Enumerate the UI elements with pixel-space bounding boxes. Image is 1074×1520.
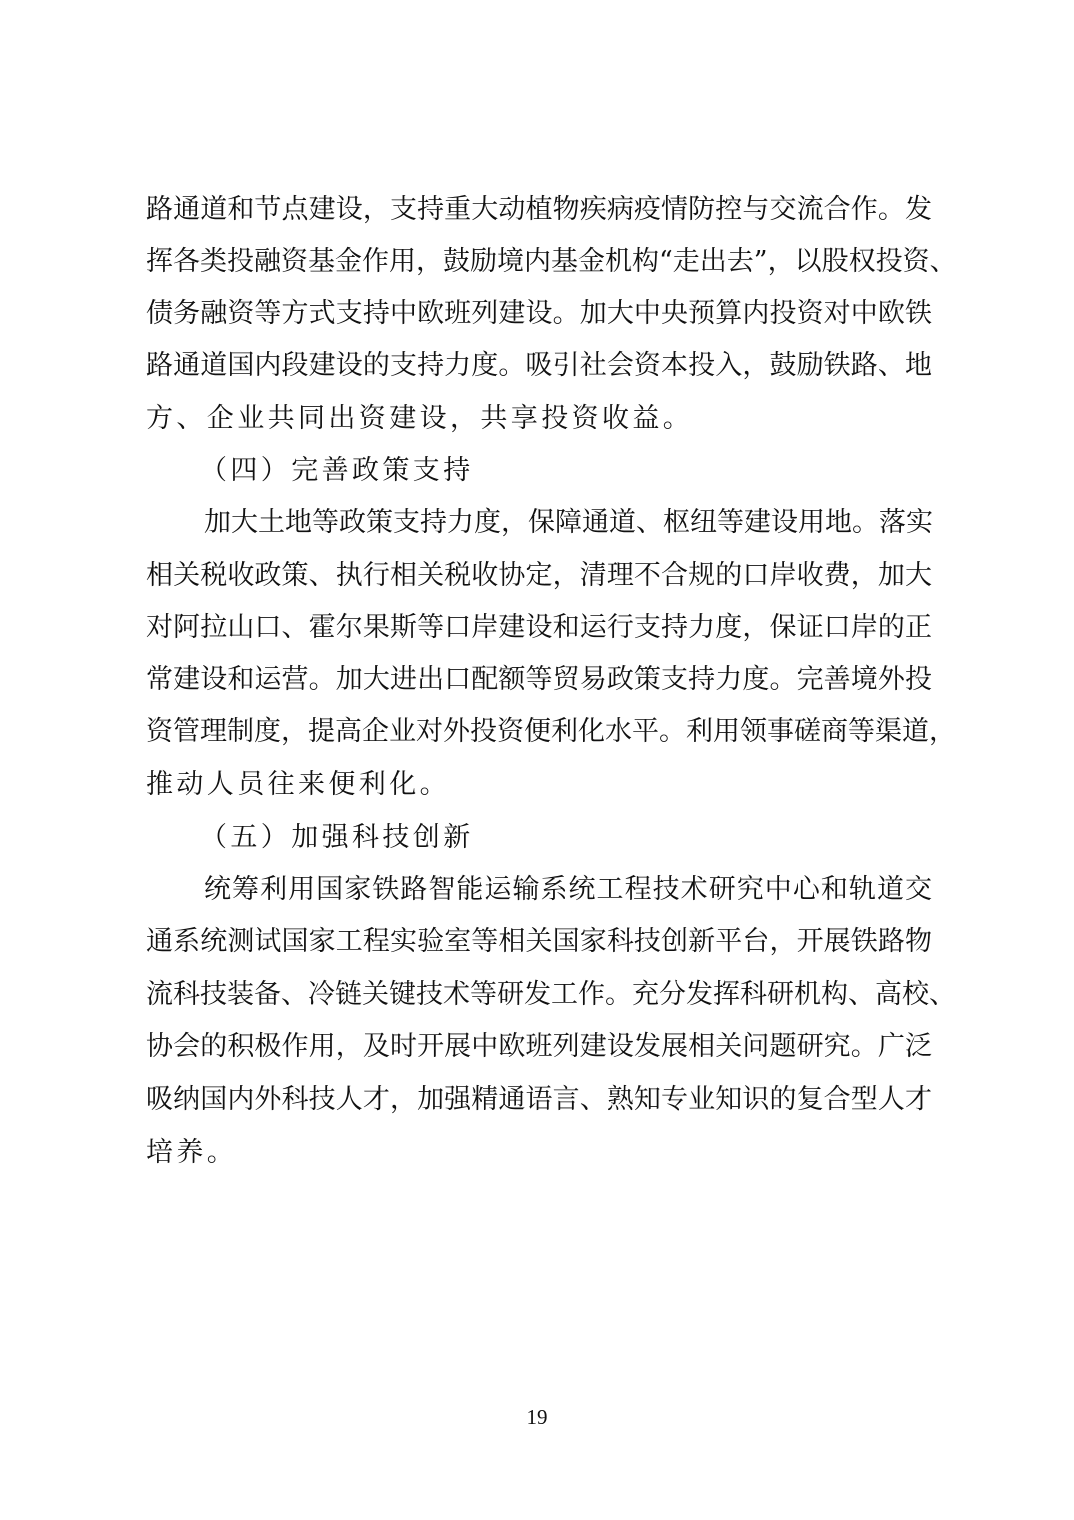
paragraph-line: 流科技装备、冷链关键技术等研发工作。充分发挥科研机构、高校、 [146,979,956,1010]
paragraph-line: 通系统测试国家工程实验室等相关国家科技创新平台，开展铁路物 [146,926,932,957]
paragraph-line: 对阿拉山口、霍尔果斯等口岸建设和运行支持力度，保证口岸的正 [146,612,932,643]
paragraph-line: 路通道和节点建设，支持重大动植物疾病疫情防控与交流合作。发 [146,194,932,225]
paragraph-line: 统筹利用国家铁路智能运输系统工程技术研究中心和轨道交 [204,874,932,905]
section-heading-4: （四）完善政策支持 [200,455,474,486]
paragraph-line: 协会的积极作用，及时开展中欧班列建设发展相关问题研究。广泛 [146,1031,932,1062]
paragraph-line: 吸纳国内外科技人才，加强精通语言、熟知专业知识的复合型人才 [146,1084,932,1115]
paragraph-line: 相关税收政策、执行相关税收协定，清理不合规的口岸收费，加大 [146,560,932,591]
paragraph-line: 加大土地等政策支持力度，保障通道、枢纽等建设用地。落实 [204,507,933,538]
paragraph-line: 挥各类投融资基金作用，鼓励境内基金机构“走出去”，以股权投资、 [146,246,957,277]
paragraph-line: 培养。 [146,1137,238,1168]
paragraph-line: 债务融资等方式支持中欧班列建设。加大中央预算内投资对中欧铁 [146,298,932,329]
paragraph-line: 资管理制度，提高企业对外投资便利化水平。利用领事磋商等渠道， [146,716,956,747]
paragraph-line: 常建设和运营。加大进出口配额等贸易政策支持力度。完善境外投 [146,664,932,695]
paragraph-line: 路通道国内段建设的支持力度。吸引社会资本投入，鼓励铁路、地 [146,350,932,381]
paragraph-line: 推动人员往来便利化。 [146,769,450,800]
paragraph-line: 方、企业共同出资建设，共享投资收益。 [146,403,694,434]
page-number: 19 [526,1405,548,1429]
section-heading-5: （五）加强科技创新 [200,822,474,853]
